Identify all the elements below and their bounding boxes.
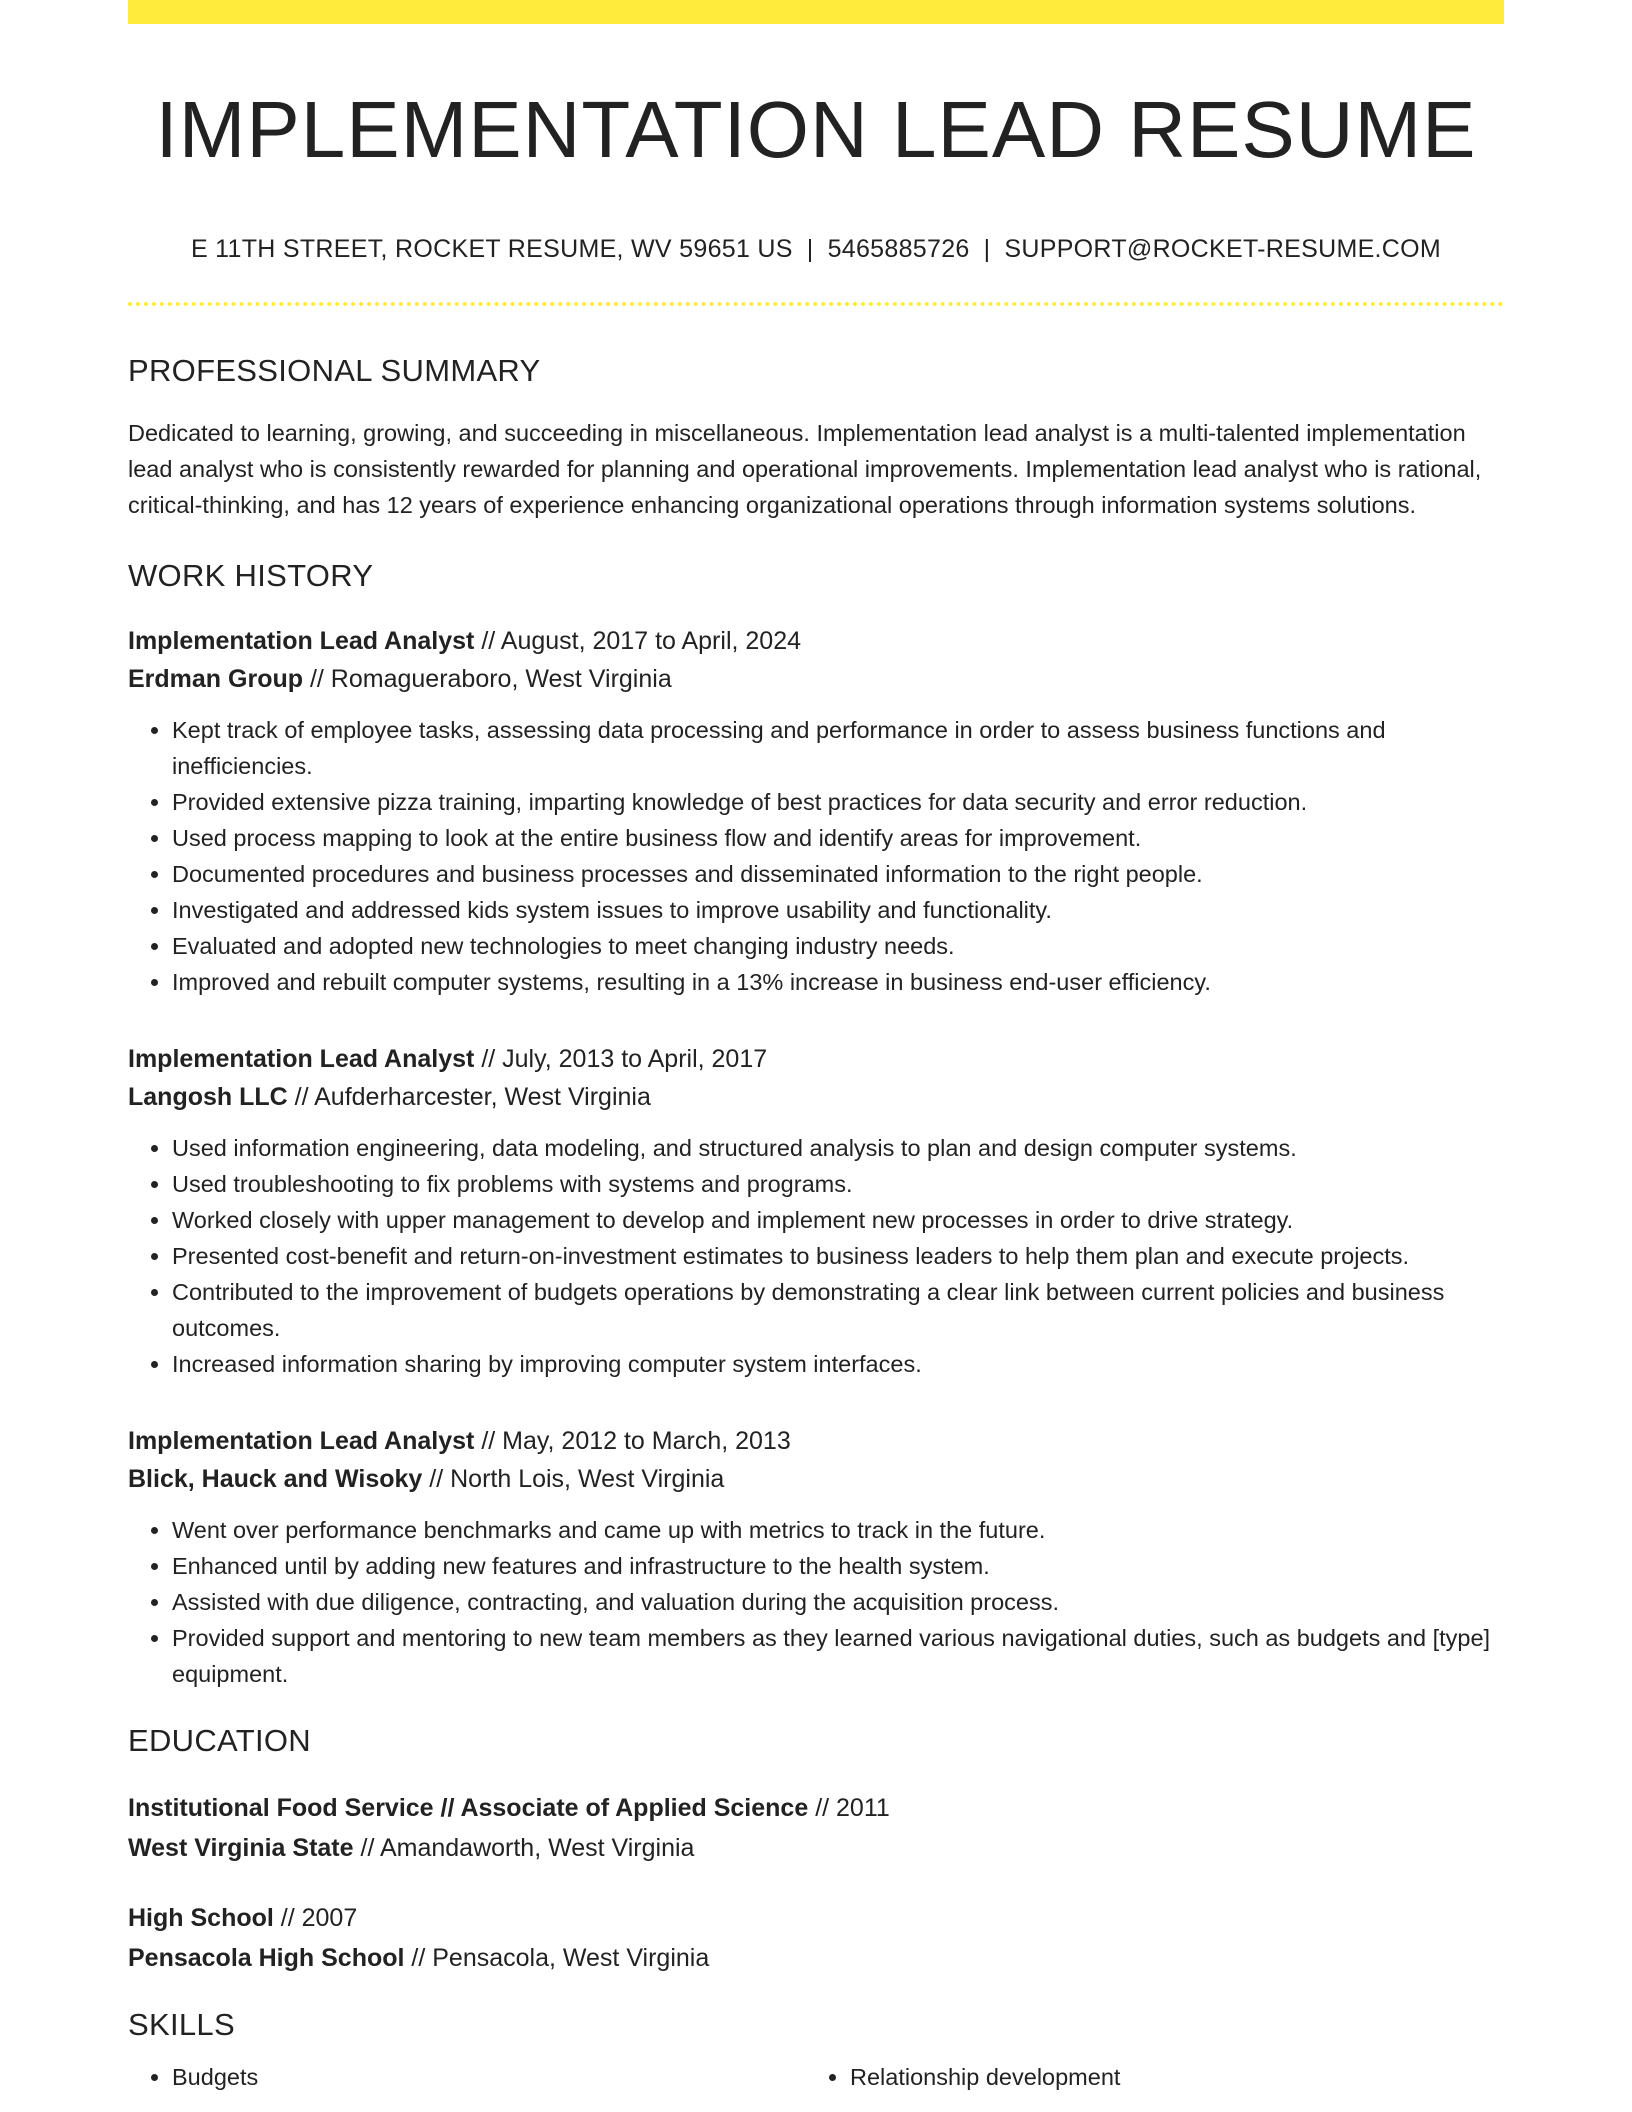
list-item: • Provided support and mentoring to new team members as they learned various navigational duties, such as budgets and [type] equipment.	[172, 1620, 1504, 1692]
skills-left-column	[128, 2059, 806, 2095]
job-location: // Aufderharcester, West Virginia	[287, 1083, 651, 1112]
job-dates: // May, 2012 to March, 2013	[474, 1427, 791, 1456]
list-item: • Relationship development	[850, 2059, 1484, 2095]
header-divider	[128, 302, 1504, 306]
contact-address: E 11TH STREET, ROCKET RESUME, WV 59651 US	[190, 235, 793, 263]
list-item: • Improved and rebuilt computer systems, resulting in a 13% increase in business end-user efficiency.	[172, 964, 1504, 1000]
list-item: • Used troubleshooting to fix problems with systems and programs.	[172, 1166, 1504, 1202]
job-company: Blick, Hauck and Wisoky	[128, 1465, 423, 1494]
list-item: • Assisted with due diligence, contracting, and valuation during the acquisition process.	[172, 1584, 1504, 1620]
job-company: Erdman Group	[128, 665, 304, 694]
education-entry	[128, 1788, 1504, 1868]
education-location: // Amandaworth, West Virginia	[353, 1833, 695, 1862]
summary-heading: PROFESSIONAL SUMMARY	[128, 353, 541, 388]
list-item: • Investigated and addressed kids system issues to improve usability and functionality.	[172, 892, 1504, 928]
list-item: • Presented cost-benefit and return-on-investment estimates to business leaders to help them plan and execute projects.	[172, 1238, 1504, 1274]
contact-email: SUPPORT@ROCKET-RESUME.COM	[1004, 235, 1442, 263]
list-item: • Used information engineering, data modeling, and structured analysis to plan and design computer systems.	[172, 1130, 1504, 1166]
job-role: Implementation Lead Analyst	[128, 1427, 475, 1456]
education-degree-line	[128, 1898, 1504, 1938]
list-item: • Provided extensive pizza training, imparting knowledge of best practices for data security and error reduction.	[172, 784, 1504, 820]
job-role: Implementation Lead Analyst	[128, 1045, 475, 1074]
contact-phone: 5465885726	[827, 235, 970, 263]
education-school: West Virginia State	[128, 1833, 354, 1862]
list-item: • Increased information sharing by improving computer system interfaces.	[172, 1346, 1504, 1382]
job-location: // North Lois, West Virginia	[422, 1465, 725, 1494]
list-item: • Kept track of employee tasks, assessing data processing and performance in order to assess business functions and inefficiencies.	[172, 712, 1504, 784]
job-title-line	[128, 1040, 1504, 1078]
education-school-line	[128, 1828, 1504, 1868]
education-degree-line	[128, 1788, 1504, 1828]
skills-right-column	[806, 2059, 1484, 2095]
job-title-line	[128, 1422, 1504, 1460]
resume-title: IMPLEMENTATION LEAD RESUME	[155, 85, 1477, 174]
job-role: Implementation Lead Analyst	[128, 627, 475, 656]
list-item: • Went over performance benchmarks and came up with metrics to track in the future.	[172, 1512, 1504, 1548]
list-item: • Documented procedures and business processes and disseminated information to the right people.	[172, 856, 1504, 892]
list-item: • Enhanced until by adding new features and infrastructure to the health system.	[172, 1548, 1504, 1584]
job-entry	[128, 1422, 1504, 1692]
job-title-line	[128, 622, 1504, 660]
job-company-line	[128, 1460, 1504, 1498]
education-degree: High School	[128, 1903, 274, 1932]
education-degree: Institutional Food Service // Associate of Applied Science	[128, 1793, 809, 1822]
education-school-line	[128, 1938, 1504, 1978]
job-bullets	[128, 1512, 1504, 1692]
job-company-line	[128, 660, 1504, 698]
summary-text: Dedicated to learning, growing, and succeeding in miscellaneous. Implementation lead analyst is a multi-talented implementation lead analyst who is consistently rewarded for planning and operational improvements. Implementation lead analyst who is rational, critical-thinking, and has 12 years of experience enhancing organizational operations through information systems solutions.	[128, 420, 1482, 519]
job-company: Langosh LLC	[128, 1083, 288, 1112]
resume-page	[128, 0, 1504, 2095]
education-location: // Pensacola, West Virginia	[404, 1943, 710, 1972]
education-heading: EDUCATION	[128, 1723, 311, 1759]
education-year: // 2007	[273, 1903, 358, 1932]
job-bullets	[128, 712, 1504, 1000]
contact-line	[128, 234, 1504, 264]
job-location: // Romagueraboro, West Virginia	[303, 665, 672, 694]
list-item: • Budgets	[172, 2059, 806, 2095]
job-dates: // July, 2013 to April, 2017	[474, 1045, 768, 1074]
list-item: • Used process mapping to look at the entire business flow and identify areas for improvement.	[172, 820, 1504, 856]
skills-heading: SKILLS	[128, 2006, 235, 2042]
skills-columns	[128, 2059, 1504, 2095]
list-item: • Worked closely with upper management to develop and implement new processes in order to drive strategy.	[172, 1202, 1504, 1238]
job-entry	[128, 1040, 1504, 1382]
education-school: Pensacola High School	[128, 1943, 405, 1972]
list-item: • Contributed to the improvement of budgets operations by demonstrating a clear link between current policies and business outcomes.	[172, 1274, 1504, 1346]
job-entry	[128, 622, 1504, 1000]
education-year: // 2011	[808, 1793, 890, 1822]
job-dates: // August, 2017 to April, 2024	[474, 627, 801, 656]
job-bullets	[128, 1130, 1504, 1382]
contact-separator: |	[806, 235, 814, 263]
work-history-heading: WORK HISTORY	[128, 558, 374, 594]
list-item: • Evaluated and adopted new technologies to meet changing industry needs.	[172, 928, 1504, 964]
contact-separator: |	[983, 235, 991, 263]
accent-bar	[128, 0, 1504, 24]
job-company-line	[128, 1078, 1504, 1116]
education-entry	[128, 1898, 1504, 1978]
